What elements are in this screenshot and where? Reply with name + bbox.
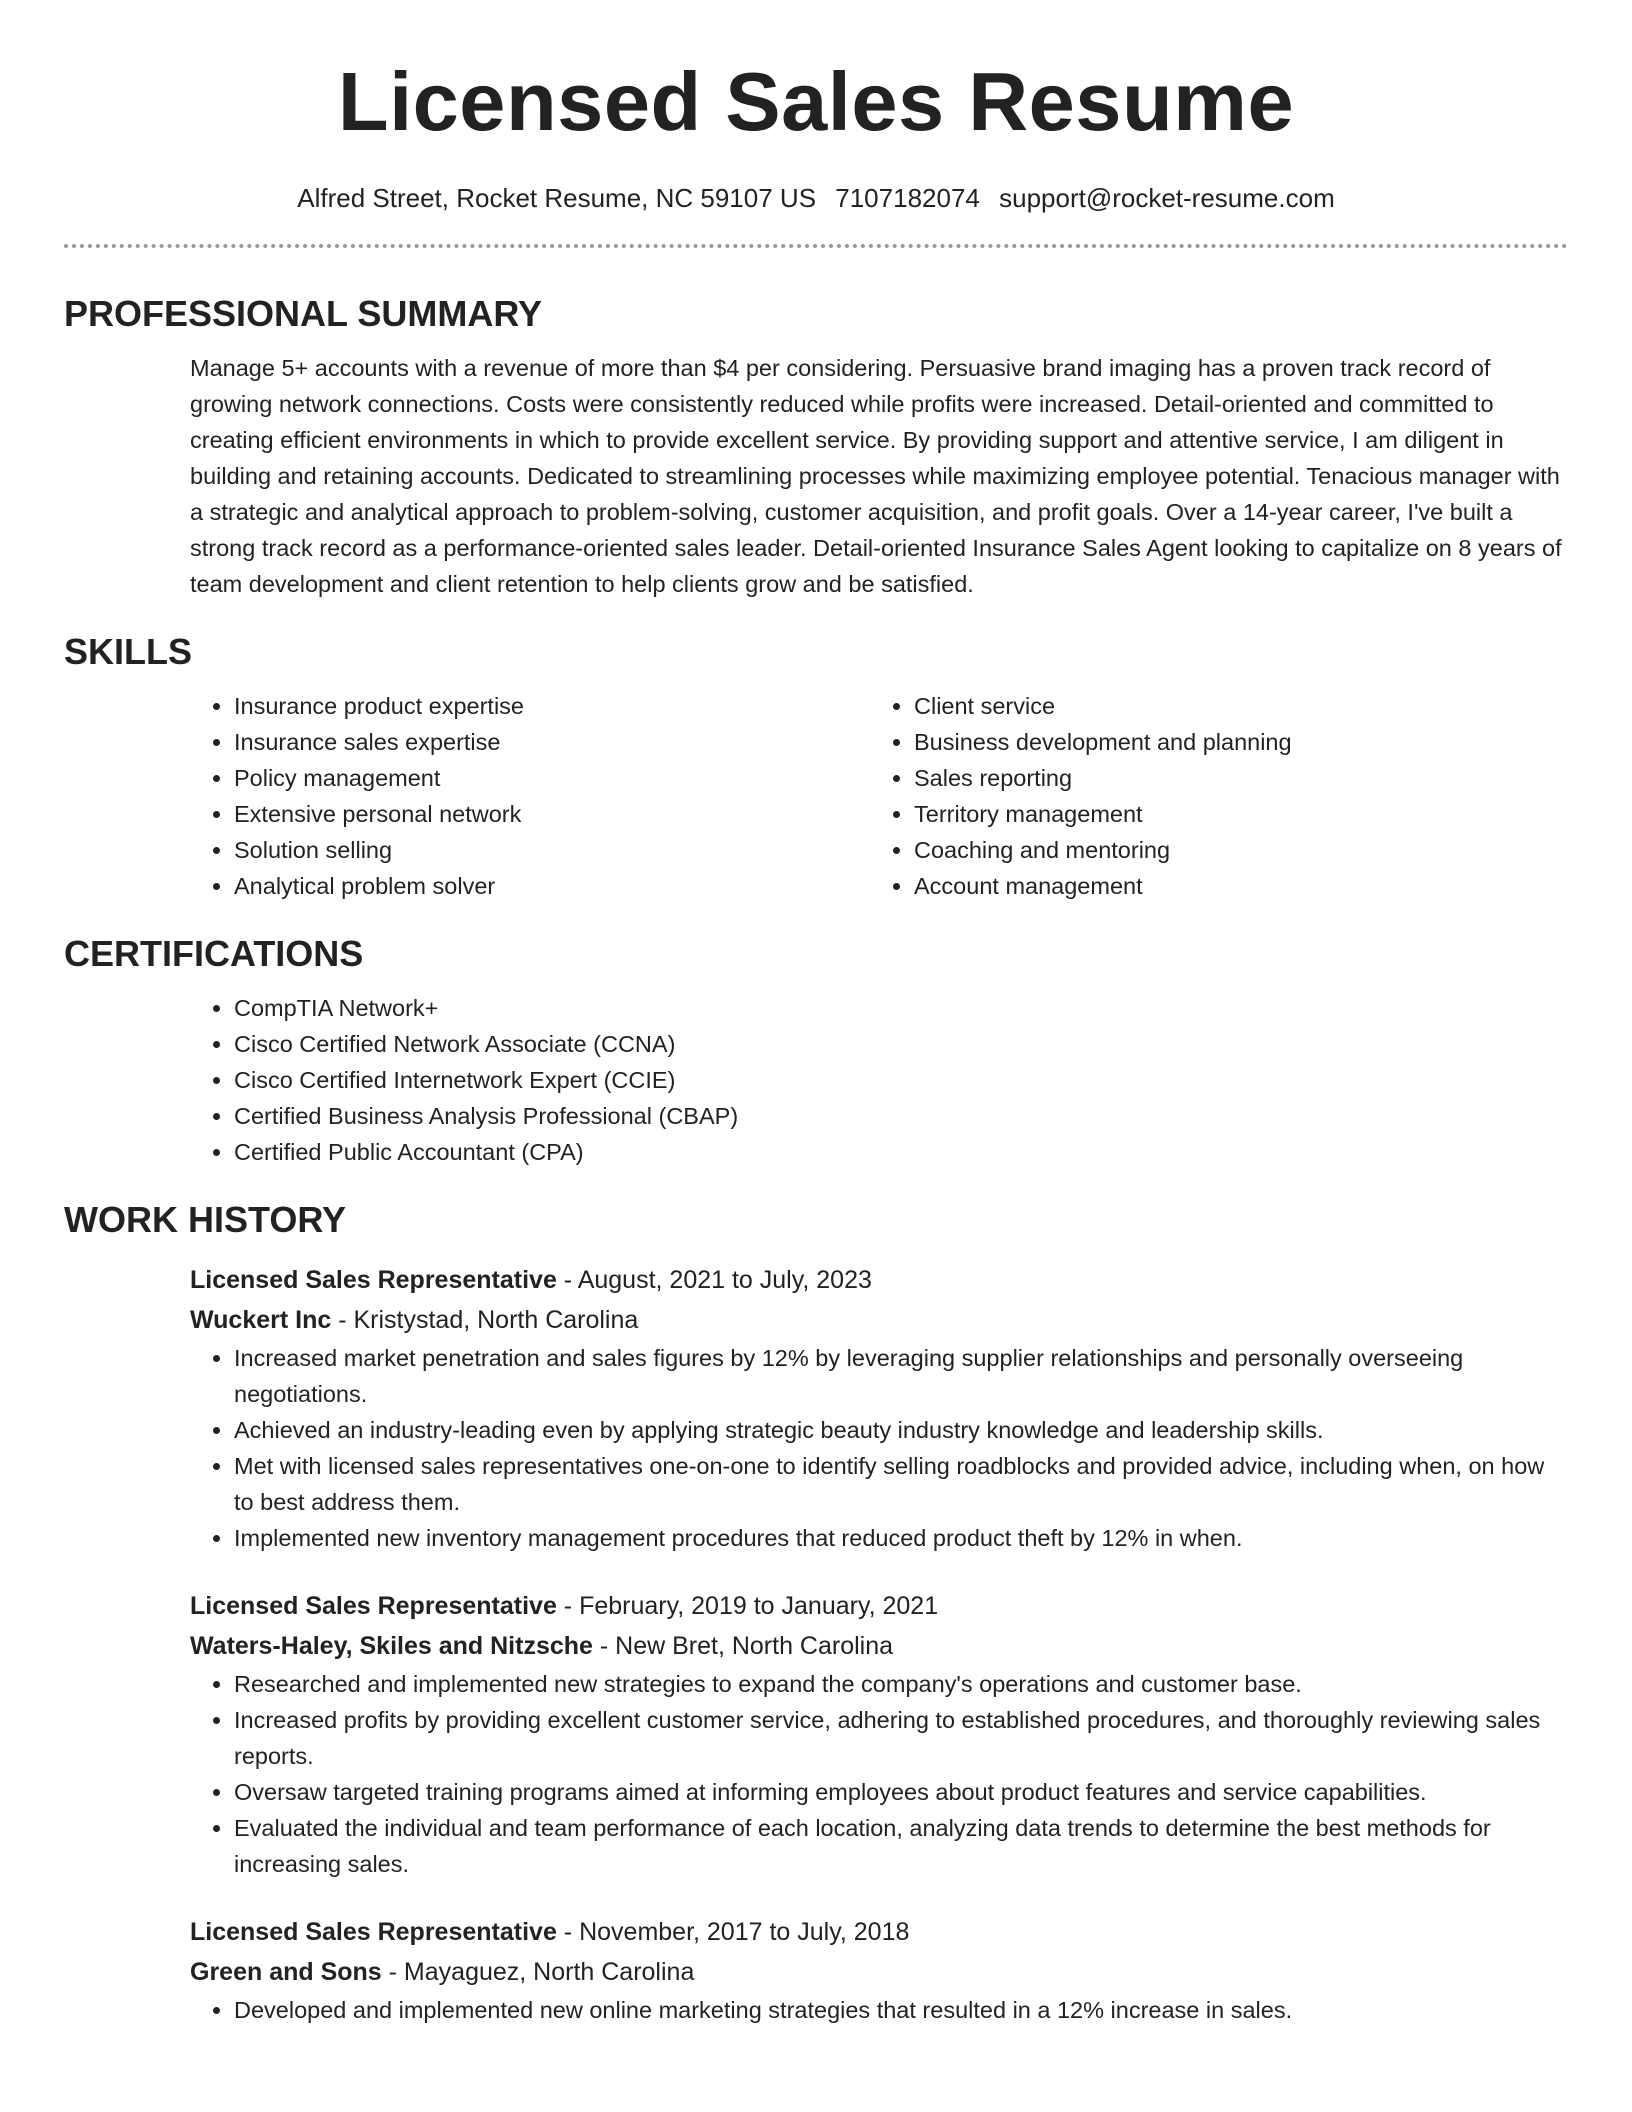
job-bullet: • Oversaw targeted training programs aimed at informing employees about product features and service capabilities. (234, 1774, 1568, 1810)
skill-item: • Insurance product expertise (234, 688, 870, 724)
job-company: Waters-Haley, Skiles and Nitzsche (190, 1632, 593, 1660)
job-bullets (190, 1666, 1568, 1882)
summary-text: Manage 5+ accounts with a revenue of more than $4 per considering. Persuasive brand imaging has a proven track record of growing network connections. Costs were consistently reduced while profits were increased. Detail-oriented and committed to creating efficient environments in which to provide excellent service. By providing support and attentive service, I am diligent in building and retaining accounts. Dedicated to streamlining processes while maximizing employee potential. Tenacious manager with a strategic and analytical approach to problem-solving, customer acquisition, and profit goals. Over a 14-year career, I've built a strong track record as a performance-oriented sales leader. Detail-oriented Insurance Sales Agent looking to capitalize on 8 years of team development and client retention to help clients grow and be satisfied. (190, 355, 1562, 597)
resume-page (64, 0, 1568, 2028)
job-bullet: • Developed and implemented new online marketing strategies that resulted in a 12% increase in sales. (234, 1992, 1568, 2028)
job-bullet: • Increased profits by providing excellent customer service, adhering to established procedures, and thoroughly reviewing sales reports. (234, 1702, 1568, 1774)
certification-item: • CompTIA Network+ (234, 990, 1568, 1026)
skill-item: • Policy management (234, 760, 870, 796)
certification-item: • Cisco Certified Internetwork Expert (CCIE) (234, 1062, 1568, 1098)
job-bullet: • Met with licensed sales representatives one-on-one to identify selling roadblocks and provided advice, including when, on how to best address them. (234, 1448, 1568, 1520)
skill-item: • Insurance sales expertise (234, 724, 870, 760)
certification-item: • Certified Business Analysis Professional (CBAP) (234, 1098, 1568, 1134)
certification-item: • Certified Public Accountant (CPA) (234, 1134, 1568, 1170)
skill-item: • Solution selling (234, 832, 870, 868)
job-bullet: • Evaluated the individual and team performance of each location, analyzing data trends to determine the best methods for increasing sales. (234, 1810, 1568, 1882)
job-bullet: • Implemented new inventory management procedures that reduced product theft by 12% in when. (234, 1520, 1568, 1556)
summary-heading: PROFESSIONAL SUMMARY (64, 293, 543, 334)
skills-list-left (190, 688, 870, 904)
job-bullet: • Increased market penetration and sales figures by 12% by leveraging supplier relationships and personally overseeing negotiations. (234, 1340, 1568, 1412)
contact-email: support@rocket-resume.com (999, 183, 1335, 213)
header-divider (64, 244, 1568, 248)
work-history-heading: WORK HISTORY (64, 1199, 347, 1240)
skills-list-right (870, 688, 1550, 904)
contact-phone: 7107182074 (835, 183, 980, 213)
job-company-line (190, 1300, 1568, 1340)
skill-item: • Business development and planning (914, 724, 1550, 760)
job-dates: - August, 2021 to July, 2023 (556, 1266, 872, 1294)
job-company: Wuckert Inc (190, 1306, 332, 1334)
job-title: Licensed Sales Representative (190, 1918, 557, 1946)
job-title-line (190, 1260, 1568, 1300)
job-company-line (190, 1952, 1568, 1992)
skill-item: • Coaching and mentoring (914, 832, 1550, 868)
job-bullet: • Researched and implemented new strategies to expand the company's operations and customer base. (234, 1666, 1568, 1702)
job-location: - New Bret, North Carolina (592, 1632, 894, 1660)
skills-heading: SKILLS (64, 631, 193, 672)
skills-column-right (870, 688, 1550, 904)
skill-item: • Extensive personal network (234, 796, 870, 832)
certifications-list (190, 990, 1568, 1170)
job-bullet: • Achieved an industry-leading even by applying strategic beauty industry knowledge and leadership skills. (234, 1412, 1568, 1448)
certification-item: • Cisco Certified Network Associate (CCNA) (234, 1026, 1568, 1062)
job-location: - Kristystad, North Carolina (331, 1306, 639, 1334)
job-title: Licensed Sales Representative (190, 1592, 557, 1620)
job-entry (190, 1260, 1568, 1556)
skills-column-left (190, 688, 870, 904)
skill-item: • Territory management (914, 796, 1550, 832)
certifications-heading: CERTIFICATIONS (64, 933, 364, 974)
job-dates: - November, 2017 to July, 2018 (556, 1918, 910, 1946)
contact-line (64, 180, 1568, 216)
resume-title: Licensed Sales Resume (337, 55, 1295, 148)
job-entry (190, 1912, 1568, 2028)
contact-address: Alfred Street, Rocket Resume, NC 59107 US (297, 183, 817, 213)
job-title: Licensed Sales Representative (190, 1266, 557, 1294)
job-location: - Mayaguez, North Carolina (381, 1958, 695, 1986)
skill-item: • Client service (914, 688, 1550, 724)
job-company-line (190, 1626, 1568, 1666)
job-bullets (190, 1340, 1568, 1556)
skill-item: • Analytical problem solver (234, 868, 870, 904)
job-bullets (190, 1992, 1568, 2028)
job-dates: - February, 2019 to January, 2021 (556, 1592, 939, 1620)
skill-item: • Sales reporting (914, 760, 1550, 796)
job-title-line (190, 1586, 1568, 1626)
certifications-list-wrap (190, 990, 1568, 1170)
skill-item: • Account management (914, 868, 1550, 904)
skills-grid (190, 688, 1568, 904)
job-title-line (190, 1912, 1568, 1952)
job-entry (190, 1586, 1568, 1882)
job-company: Green and Sons (190, 1958, 382, 1986)
